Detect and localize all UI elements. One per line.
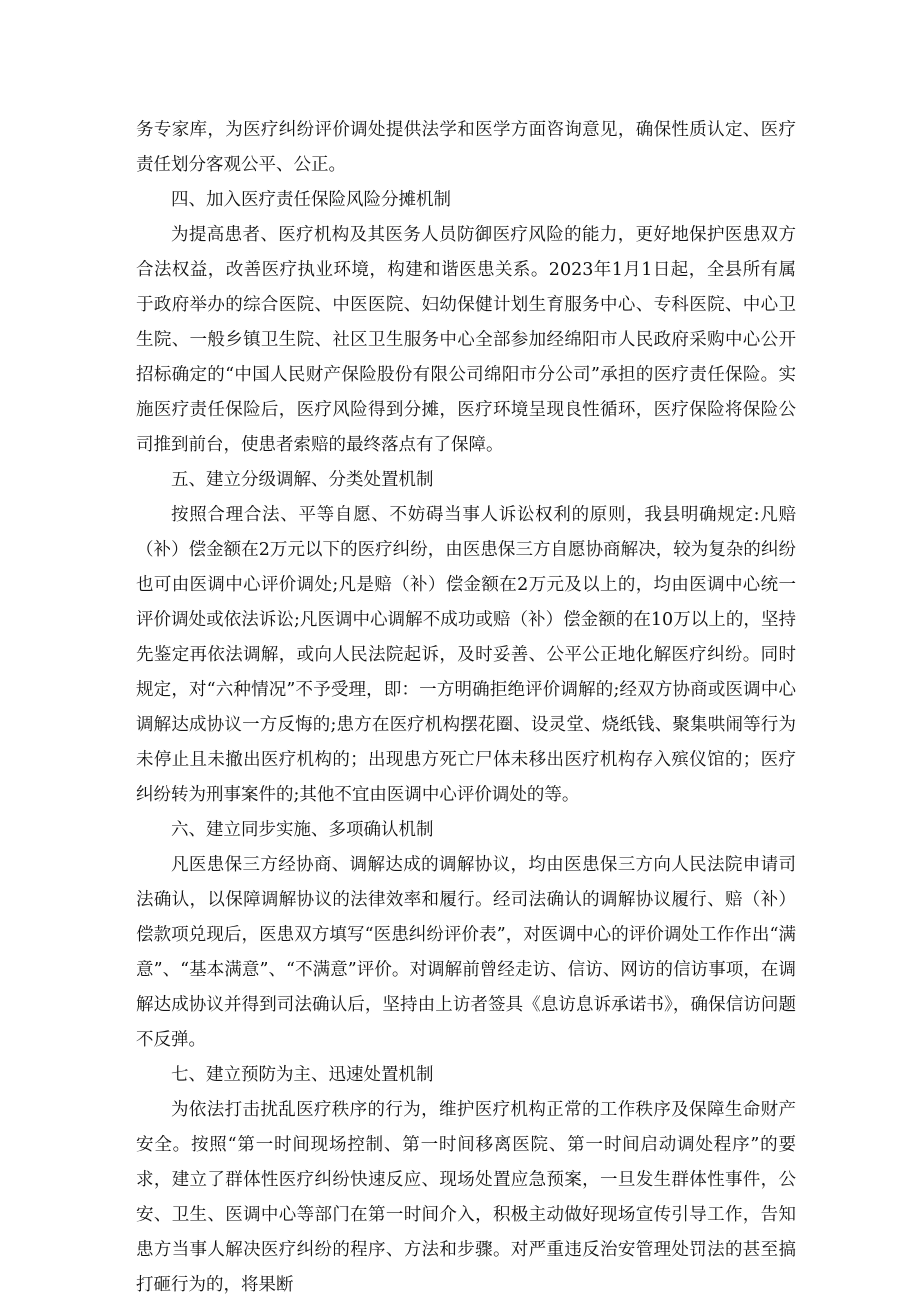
section-heading-7: 七、建立预防为主、迅速处置机制	[171, 1065, 434, 1085]
section-heading-5: 五、建立分级调解、分类处置机制	[171, 470, 434, 490]
paragraph-mediation: 按照合理合法、平等自愿、不妨碍当事人诉讼权利的原则，我县明确规定:凡赔（补）偿金额在2万元以下的医疗纠纷，由医患保三方自愿协商解决，较为复杂的纠纷也可由医调中心评价调处;凡是赔（补）偿金额在2万元及以上的，均由医调中心统一评价调处或依法诉讼;凡医调中心调解不成功或赔（补）偿金额的在10万以上的，坚持先鉴定再依法调解，或向人民法院起诉，及时妥善、公平公正地化解医疗纠纷。同时规定，对“六种情况”不予受理，即：一方明确拒绝评价调解的;经双方协商或医调中心调解达成协议一方反悔的;患方在医疗机构摆花圈、设灵堂、烧纸钱、聚集哄闹等行为未停止且未撤出医疗机构的；出现患方死亡尸体未移出医疗机构存入殡仪馆的；医疗纠纷转为刑事案件的;其他不宜由医调中心评价调处的等。	[136, 505, 796, 805]
paragraph-confirmation: 凡医患保三方经协商、调解达成的调解协议，均由医患保三方向人民法院申请司法确认，以保障调解协议的法律效率和履行。经司法确认的调解协议履行、赔（补）偿款项兑现后，医患双方填写“医患纠纷评价表”，对医调中心的评价调处工作作出“满意”、“基本满意”、“不满意”评价。对调解前曾经走访、信访、网访的信访事项，在调解达成协议并得到司法确认后，坚持由上访者签具《息访息诉承诺书》，确保信访问题不反弹。	[136, 855, 796, 1050]
document-body	[136, 113, 796, 1303]
paragraph-insurance: 为提高患者、医疗机构及其医务人员防御医疗风险的能力，更好地保护医患双方合法权益，改善医疗执业环境，构建和谐医患关系。2023年1月1日起，全县所有属于政府举办的综合医院、中医医院、妇幼保健计划生育服务中心、专科医院、中心卫生院、一般乡镇卫生院、社区卫生服务中心全部参加经绵阳市人民政府采购中心公开招标确定的“中国人民财产保险股份有限公司绵阳市分公司”承担的医疗责任保险。实施医疗责任保险后，医疗风险得到分摊，医疗环境呈现良性循环，医疗保险将保险公司推到前台，使患者索赔的最终落点有了保障。	[136, 225, 796, 455]
section-heading-6: 六、建立同步实施、多项确认机制	[171, 820, 434, 840]
paragraph-prevention: 为依法打击扰乱医疗秩序的行为，维护医疗机构正常的工作秩序及保障生命财产安全。按照“第一时间现场控制、第一时间移离医院、第一时间启动调处程序”的要求，建立了群体性医疗纠纷快速反应、现场处置应急预案，一旦发生群体性事件，公安、卫生、医调中心等部门在第一时间介入，积极主动做好现场宣传引导工作，告知患方当事人解决医疗纠纷的程序、方法和步骤。对严重违反治安管理处罚法的甚至搞打砸行为的，将果断	[136, 1100, 796, 1295]
paragraph-continued: 务专家库，为医疗纠纷评价调处提供法学和医学方面咨询意见，确保性质认定、医疗责任划分客观公平、公正。	[136, 120, 796, 175]
section-heading-4: 四、加入医疗责任保险风险分摊机制	[171, 190, 451, 210]
